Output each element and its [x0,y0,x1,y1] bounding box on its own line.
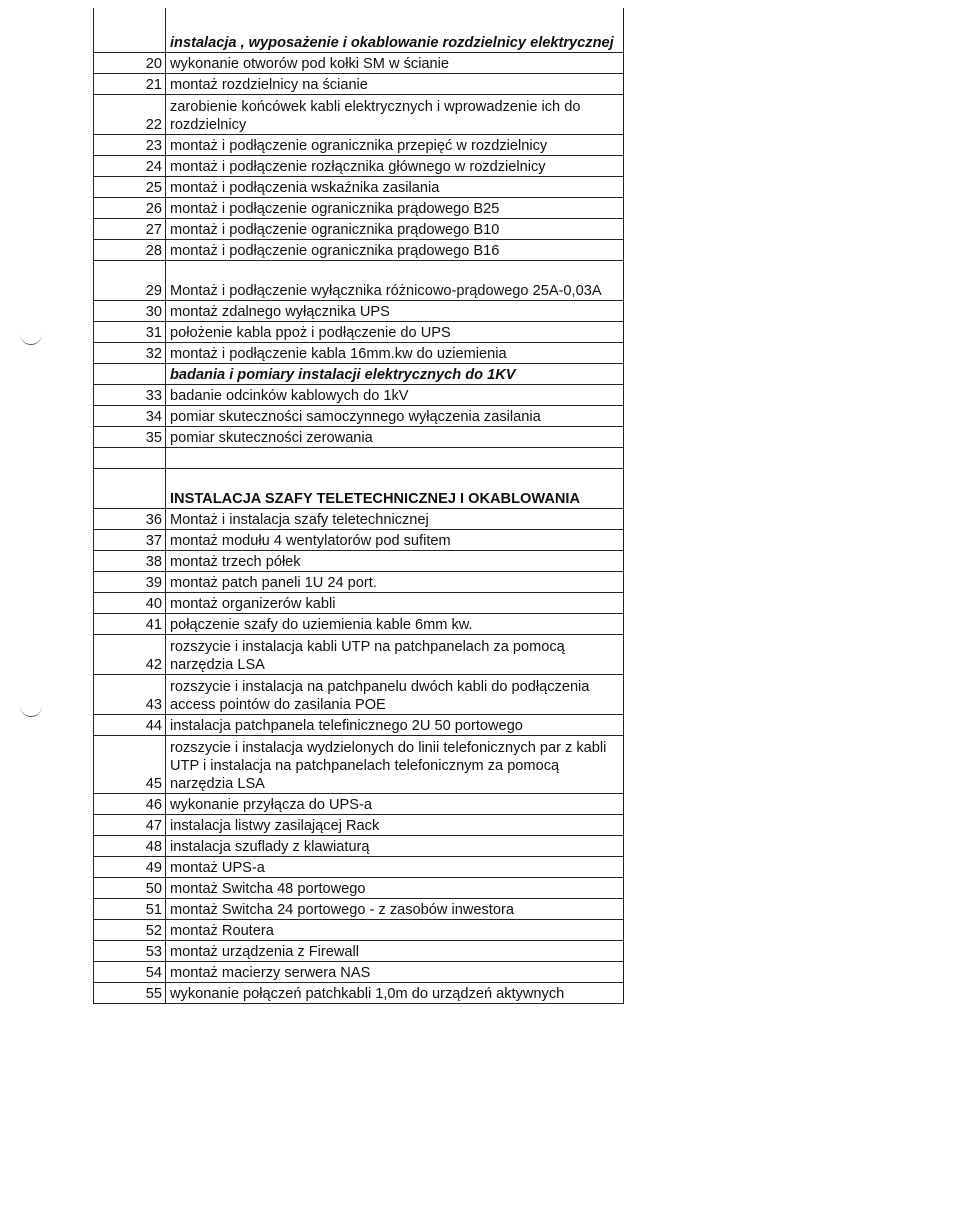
margin-tick-mark [20,334,42,345]
table-row [94,135,624,156]
item-description: wykonanie połączeń patchkabli 1,0m do urządzeń aktywnych [166,983,624,1004]
table-row [94,301,624,322]
table-row [94,406,624,427]
section-header-row [94,469,624,509]
item-description: montaż i podłączenia wskaźnika zasilania [166,177,624,198]
table-row [94,614,624,635]
item-description: montaż rozdzielnicy na ścianie [166,74,624,95]
item-number: 28 [94,240,166,261]
margin-tick-mark [20,706,42,717]
item-description: zarobienie końcówek kabli elektrycznych i wprowadzenie ich do rozdzielnicy [166,95,624,135]
item-number: 30 [94,301,166,322]
item-description: montaż zdalnego wyłącznika UPS [166,301,624,322]
table-row [94,322,624,343]
table-row [94,899,624,920]
item-description: pomiar skuteczności samoczynnego wyłączenia zasilania [166,406,624,427]
item-description: połączenie szafy do uziemienia kable 6mm kw. [166,614,624,635]
table-row [94,836,624,857]
item-description: instalacja listwy zasilającej Rack [166,815,624,836]
table-row [94,736,624,794]
table-row [94,920,624,941]
table-row [94,156,624,177]
item-number: 50 [94,878,166,899]
item-description: montaż i podłączenie ogranicznika prądowego B25 [166,198,624,219]
table-row [94,530,624,551]
item-description: montaż macierzy serwera NAS [166,962,624,983]
item-number: 41 [94,614,166,635]
table-row [94,572,624,593]
item-description: pomiar skuteczności zerowania [166,427,624,448]
section-title: badania i pomiary instalacji elektrycznych do 1KV [166,364,624,385]
item-number [94,469,166,509]
item-description: wykonanie otworów pod kołki SM w ścianie [166,53,624,74]
item-number: 39 [94,572,166,593]
item-description: montaż organizerów kabli [166,593,624,614]
item-number: 47 [94,815,166,836]
item-number: 45 [94,736,166,794]
spacer-row [94,448,624,469]
item-number: 32 [94,343,166,364]
item-description: rozszycie i instalacja wydzielonych do linii telefonicznych par z kabli UTP i instalacja na patchpanelach telefonicznym za pomocą narzędzia LSA [166,736,624,794]
item-number: 21 [94,74,166,95]
table-row [94,240,624,261]
item-description: Montaż i instalacja szafy teletechnicznej [166,509,624,530]
table-row [94,941,624,962]
work-items-body [94,8,624,1004]
item-description: montaż i podłączenie kabla 16mm.kw do uziemienia [166,343,624,364]
table-row [94,962,624,983]
item-description: rozszycie i instalacja kabli UTP na patchpanelach za pomocą narzędzia LSA [166,635,624,675]
item-number: 40 [94,593,166,614]
item-number: 26 [94,198,166,219]
section-header-row [94,8,624,53]
item-number: 35 [94,427,166,448]
table-row [94,593,624,614]
item-number: 42 [94,635,166,675]
item-description: położenie kabla ppoż i podłączenie do UPS [166,322,624,343]
item-number: 46 [94,794,166,815]
table-row [94,551,624,572]
item-number: 52 [94,920,166,941]
item-number: 24 [94,156,166,177]
item-description: montaż UPS-a [166,857,624,878]
item-number: 20 [94,53,166,74]
item-number: 37 [94,530,166,551]
item-number: 48 [94,836,166,857]
table-row [94,794,624,815]
item-description: montaż trzech półek [166,551,624,572]
item-number: 29 [94,261,166,301]
item-number: 22 [94,95,166,135]
table-row [94,74,624,95]
item-description: instalacja szuflady z klawiaturą [166,836,624,857]
section-title [166,448,624,469]
table-row [94,261,624,301]
item-number [94,364,166,385]
table-row [94,219,624,240]
table-row [94,53,624,74]
item-number: 38 [94,551,166,572]
table-row [94,509,624,530]
section-header-row [94,364,624,385]
item-number: 25 [94,177,166,198]
item-number: 53 [94,941,166,962]
item-number: 36 [94,509,166,530]
work-items-table [93,8,624,1004]
item-description: instalacja patchpanela telefinicznego 2U 50 portowego [166,715,624,736]
item-number: 49 [94,857,166,878]
table-row [94,427,624,448]
item-description: montaż i podłączenie ogranicznika prądowego B16 [166,240,624,261]
item-description: montaż urządzenia z Firewall [166,941,624,962]
table-row [94,343,624,364]
item-number [94,448,166,469]
item-number: 43 [94,675,166,715]
item-number: 27 [94,219,166,240]
item-number: 55 [94,983,166,1004]
table-row [94,675,624,715]
item-number: 33 [94,385,166,406]
item-description: montaż Switcha 48 portowego [166,878,624,899]
section-title: instalacja , wyposażenie i okablowanie rozdzielnicy elektrycznej [166,8,624,53]
item-description: montaż modułu 4 wentylatorów pod sufitem [166,530,624,551]
table-row [94,983,624,1004]
item-description: montaż i podłączenie ogranicznika prądowego B10 [166,219,624,240]
table-row [94,815,624,836]
item-description: montaż i podłączenie rozłącznika głównego w rozdzielnicy [166,156,624,177]
item-number: 31 [94,322,166,343]
table-row [94,715,624,736]
table-row [94,857,624,878]
item-number: 44 [94,715,166,736]
item-number: 34 [94,406,166,427]
item-description: Montaż i podłączenie wyłącznika różnicowo-prądowego 25A-0,03A [166,261,624,301]
item-description: montaż patch paneli 1U 24 port. [166,572,624,593]
item-description: montaż Routera [166,920,624,941]
table-row [94,198,624,219]
table-row [94,878,624,899]
table-row [94,177,624,198]
item-number: 54 [94,962,166,983]
item-description: rozszycie i instalacja na patchpanelu dwóch kabli do podłączenia access pointów do zasilania POE [166,675,624,715]
table-row [94,635,624,675]
item-description: badanie odcinków kablowych do 1kV [166,385,624,406]
item-description: montaż i podłączenie ogranicznika przepięć w rozdzielnicy [166,135,624,156]
section-title: INSTALACJA SZAFY TELETECHNICZNEJ I OKABLOWANIA [166,469,624,509]
table-row [94,95,624,135]
item-description: montaż Switcha 24 portowego - z zasobów inwestora [166,899,624,920]
item-number [94,8,166,53]
table-row [94,385,624,406]
item-number: 23 [94,135,166,156]
item-description: wykonanie przyłącza do UPS-a [166,794,624,815]
item-number: 51 [94,899,166,920]
cost-estimate-table-sheet [93,8,623,1004]
